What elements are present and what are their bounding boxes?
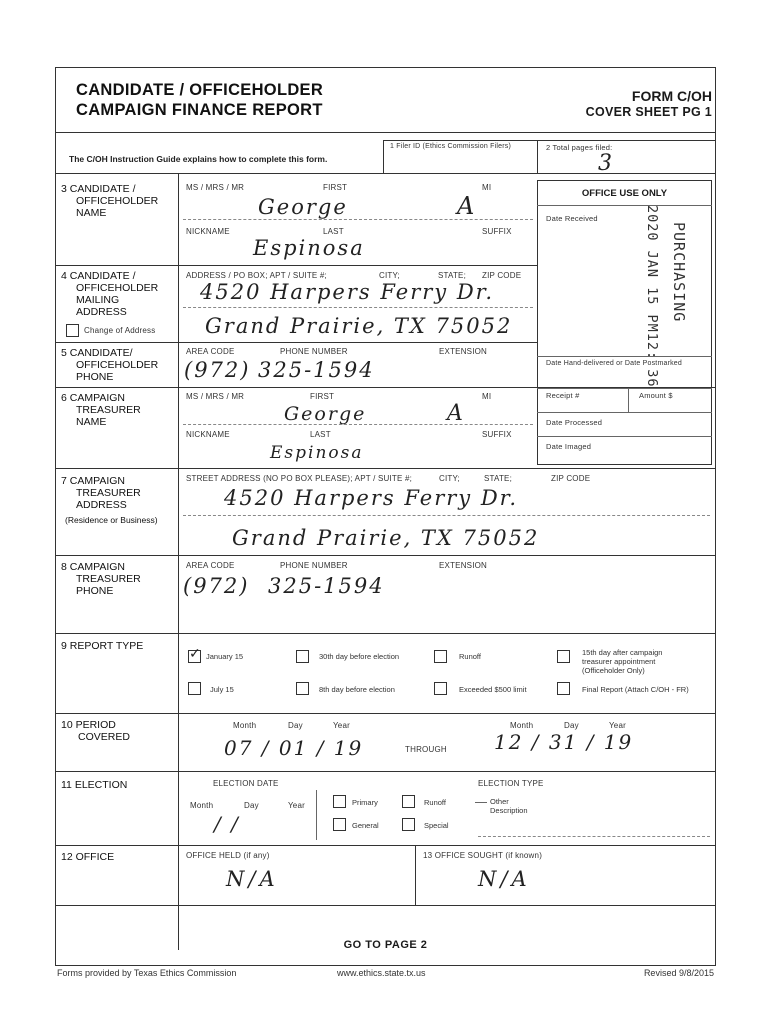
d15-label — [582, 648, 662, 675]
pages-divider — [537, 140, 538, 173]
header-divider — [55, 132, 716, 133]
sec10-to-year: Year — [609, 721, 626, 730]
other-label-l2: Description — [490, 806, 528, 815]
sec3-dash1 — [183, 219, 533, 220]
total-pages-label: 2 Total pages filed: — [546, 143, 613, 152]
office-use-line1 — [537, 205, 712, 206]
sec7-city-label: CITY; — [439, 474, 460, 483]
amount-label: Amount $ — [639, 391, 673, 400]
sec7-label-l3: ADDRESS — [76, 499, 127, 511]
form-page: COVER SHEET PG 1 — [585, 105, 712, 119]
jan15-label: January 15 — [206, 652, 244, 661]
sec5-phone-label: PHONE NUMBER — [280, 347, 348, 356]
sec6-mi-value[interactable]: A — [447, 401, 465, 426]
sec4-label-l3: MAILING — [76, 294, 120, 306]
sec7-street-value[interactable]: 4520 Harpers Ferry Dr. — [224, 486, 519, 510]
footer-provided: Forms provided by Texas Ethics Commission — [57, 968, 237, 978]
sec5-area-label: AREA CODE — [186, 347, 235, 356]
general-checkbox[interactable] — [333, 818, 346, 831]
sec12-label: 12 OFFICE — [61, 851, 115, 863]
sec4-zip-label: ZIP CODE — [482, 271, 522, 280]
election-runoff-label: Runoff — [424, 798, 446, 807]
sec7-bottom — [55, 555, 716, 556]
sec5-label-l1: 5 CANDIDATE/ — [61, 347, 133, 359]
date-received-label: Date Received — [546, 214, 598, 223]
final-report-label: Final Report (Attach C/OH - FR) — [582, 685, 689, 694]
sec8-label-l3: PHONE — [76, 585, 114, 597]
sec3-last-value[interactable]: Espinosa — [253, 236, 365, 260]
office-use-line2 — [537, 356, 712, 357]
sec3-nickname-label: NICKNAME — [186, 227, 230, 236]
sec6-suffix-label: SUFFIX — [482, 430, 512, 439]
election-date-label: ELECTION DATE — [213, 779, 279, 788]
intro-bottom — [55, 173, 716, 174]
sec7-label-l2: TREASURER — [76, 487, 141, 499]
sec8-label — [61, 561, 141, 597]
sec3-suffix-label: SUFFIX — [482, 227, 512, 236]
exceeded-label: Exceeded $500 limit — [459, 685, 527, 694]
sec6-last-label: LAST — [310, 430, 331, 439]
sec3-bottom — [55, 265, 537, 266]
sec7-dash1 — [183, 515, 710, 516]
final-report-checkbox[interactable] — [557, 682, 570, 695]
jan15-check-icon: ✓ — [189, 645, 201, 661]
receipt-label: Receipt # — [546, 391, 580, 400]
office-use-line3 — [537, 388, 712, 389]
sec4-state-label: STATE; — [438, 271, 467, 280]
sec6-last-value[interactable]: Espinosa — [270, 443, 364, 463]
primary-checkbox[interactable] — [333, 795, 346, 808]
sec4-bottom — [55, 342, 537, 343]
date-imaged-label: Date Imaged — [546, 442, 592, 451]
label-column-divider — [178, 173, 179, 950]
d8-checkbox[interactable] — [296, 682, 309, 695]
office-sought-label: 13 OFFICE SOUGHT (if known) — [423, 851, 543, 860]
office-held-label: OFFICE HELD (if any) — [186, 851, 270, 860]
d30-label: 30th day before election — [319, 652, 400, 661]
special-label: Special — [424, 821, 449, 830]
sec6-first-label: FIRST — [310, 392, 335, 401]
sec10-from-value[interactable]: 07 / 01 / 19 — [224, 736, 364, 760]
d15-label-l3: (Officeholder Only) — [582, 666, 645, 675]
sec4-city-label: CITY; — [379, 271, 400, 280]
sec4-label-l2: OFFICEHOLDER — [76, 282, 159, 294]
sec8-area-label: AREA CODE — [186, 561, 235, 570]
sec7-label-l1: 7 CAMPAIGN — [61, 475, 125, 487]
sec5-bottom — [55, 387, 716, 388]
july15-label: July 15 — [210, 685, 234, 694]
go-to-page-2[interactable]: GO TO PAGE 2 — [343, 939, 428, 951]
sec12-bottom — [55, 905, 716, 906]
sec7-label — [61, 475, 158, 526]
sec6-nickname-label: NICKNAME — [186, 430, 230, 439]
jan15-checkbox[interactable] — [188, 645, 201, 663]
sec9-bottom — [55, 713, 716, 714]
sec6-ms-label: MS / MRS / MR — [186, 392, 245, 401]
sec8-phone-value[interactable]: 325-1594 — [268, 574, 385, 598]
sec10-to-month: Month — [510, 721, 534, 730]
purchasing-stamp-line1: PURCHASING — [670, 222, 688, 323]
sec10-to-value[interactable]: 12 / 31 / 19 — [494, 730, 634, 754]
sec11-bottom — [55, 845, 716, 846]
general-label: General — [352, 821, 379, 830]
other-label — [490, 797, 528, 815]
sec10-from-day: Day — [288, 721, 303, 730]
sec7-zip-label: ZIP CODE — [551, 474, 591, 483]
sec5-label-l3: PHONE — [76, 371, 114, 383]
change-of-address-checkbox[interactable] — [66, 324, 79, 337]
sec4-city-value[interactable]: Grand Prairie, TX 75052 — [205, 314, 513, 338]
sec10-bottom — [55, 771, 716, 772]
sec5-label — [61, 347, 158, 383]
d8-label: 8th day before election — [319, 685, 395, 694]
filer-id-divider — [383, 140, 384, 173]
footer-revised: Revised 9/8/2015 — [643, 968, 714, 978]
sec4-dash1 — [183, 307, 533, 308]
sec11-month: Month — [190, 801, 214, 810]
sec10-to-day: Day — [564, 721, 579, 730]
date-processed-label: Date Processed — [546, 418, 603, 427]
sec3-ms-label: MS / MRS / MR — [186, 183, 245, 192]
sec7-city-value[interactable]: Grand Prairie, TX 75052 — [232, 526, 540, 550]
d15-label-l2: treasurer appointment — [582, 657, 656, 666]
other-underline — [475, 802, 487, 803]
sec3-last-label: LAST — [323, 227, 344, 236]
exceeded-checkbox[interactable] — [434, 682, 447, 695]
runoff-report-label: Runoff — [459, 652, 481, 661]
sec8-ext-label: EXTENSION — [439, 561, 488, 570]
sec5-label-l2: OFFICEHOLDER — [76, 359, 159, 371]
footer-url[interactable]: www.ethics.state.tx.us — [337, 968, 426, 978]
other-desc-line — [478, 836, 710, 837]
filer-id-top — [383, 140, 716, 141]
sec8-label-l2: TREASURER — [76, 573, 141, 585]
sec4-address-label: ADDRESS / PO BOX; APT / SUITE #; — [186, 271, 327, 280]
sec3-label — [61, 183, 158, 219]
purchasing-stamp-line2: 2020 JAN 15 PM12: 36 — [644, 205, 660, 388]
sec6-dash1 — [183, 424, 533, 425]
sec6-mi-label: MI — [482, 392, 492, 401]
sec5-ext-label: EXTENSION — [439, 347, 488, 356]
sec3-label-l1: 3 CANDIDATE / — [61, 183, 136, 195]
sec4-label — [61, 270, 158, 318]
sec7-state-label: STATE; — [484, 474, 513, 483]
sec8-bottom — [55, 633, 716, 634]
sec3-label-l2: OFFICEHOLDER — [76, 195, 159, 207]
sec3-first-label: FIRST — [323, 183, 348, 192]
sec6-label-l3: NAME — [76, 416, 107, 428]
sec4-address-value[interactable]: 4520 Harpers Ferry Dr. — [200, 280, 495, 304]
special-checkbox[interactable] — [402, 818, 415, 831]
primary-label: Primary — [352, 798, 378, 807]
sec6-label — [61, 392, 141, 428]
sec11-day: Day — [244, 801, 259, 810]
election-type-label: ELECTION TYPE — [478, 779, 544, 788]
form-title-line2: CAMPAIGN FINANCE REPORT — [76, 101, 323, 119]
sec3-first-value[interactable]: George — [258, 195, 348, 219]
office-use-line4 — [537, 412, 712, 413]
total-pages-value[interactable]: 3 — [598, 151, 614, 176]
election-date-value[interactable]: / / — [214, 812, 240, 836]
office-held-value[interactable]: N/A — [226, 867, 279, 891]
sec6-label-l2: TREASURER — [76, 404, 141, 416]
sec6-bottom — [55, 468, 716, 469]
sec8-area-value[interactable]: (972) — [183, 574, 250, 598]
sec10-from-year: Year — [333, 721, 350, 730]
sec10-label-l2: COVERED — [78, 731, 130, 743]
sec12-divider — [415, 845, 416, 905]
filer-id-label: 1 Filer ID (Ethics Commission Filers) — [390, 143, 511, 150]
office-sought-value[interactable]: N/A — [478, 867, 531, 891]
date-hand-label: Date Hand-delivered or Date Postmarked — [546, 360, 682, 367]
july15-checkbox[interactable] — [188, 682, 201, 695]
other-label-l1: Other — [490, 797, 509, 806]
sec9-label: 9 REPORT TYPE — [61, 640, 144, 652]
sec4-label-l1: 4 CANDIDATE / — [61, 270, 136, 282]
sec7-label-l4: (Residence or Business) — [65, 515, 158, 525]
instruction-text: The C/OH Instruction Guide explains how to complete this form. — [69, 154, 328, 164]
sec3-mi-label: MI — [482, 183, 492, 192]
office-use-line5 — [537, 436, 712, 437]
sec3-label-l3: NAME — [76, 207, 107, 219]
sec3-mi-value[interactable]: A — [457, 192, 477, 220]
sec11-year: Year — [288, 801, 305, 810]
sec11-divider — [316, 790, 317, 840]
sec7-street-label: STREET ADDRESS (NO PO BOX PLEASE); APT / SUITE #; — [186, 474, 413, 483]
sec10-label-l1: 10 PERIOD — [61, 719, 116, 731]
sec4-label-l4: ADDRESS — [76, 306, 127, 318]
sec5-phone-value[interactable]: 325-1594 — [258, 358, 375, 382]
sec5-area-value[interactable]: (972) — [184, 358, 251, 382]
form-number: FORM C/OH — [631, 88, 712, 104]
sec6-first-value[interactable]: George — [284, 403, 367, 425]
sec8-label-l1: 8 CAMPAIGN — [61, 561, 125, 573]
form-title-line1: CANDIDATE / OFFICEHOLDER — [76, 81, 324, 99]
change-of-address-label: Change of Address — [84, 326, 156, 335]
sec10-through-label: THROUGH — [405, 745, 447, 754]
d15-checkbox[interactable] — [557, 650, 570, 663]
sec8-phone-label: PHONE NUMBER — [280, 561, 348, 570]
receipt-divider — [628, 388, 629, 412]
sec11-label: 11 ELECTION — [61, 779, 128, 791]
d30-checkbox[interactable] — [296, 650, 309, 663]
sec10-label — [61, 719, 130, 743]
sec6-label-l1: 6 CAMPAIGN — [61, 392, 125, 404]
sec10-from-month: Month — [233, 721, 257, 730]
runoff-report-checkbox[interactable] — [434, 650, 447, 663]
election-runoff-checkbox[interactable] — [402, 795, 415, 808]
office-use-title: OFFICE USE ONLY — [581, 188, 668, 199]
d15-label-l1: 15th day after campaign — [582, 648, 663, 657]
